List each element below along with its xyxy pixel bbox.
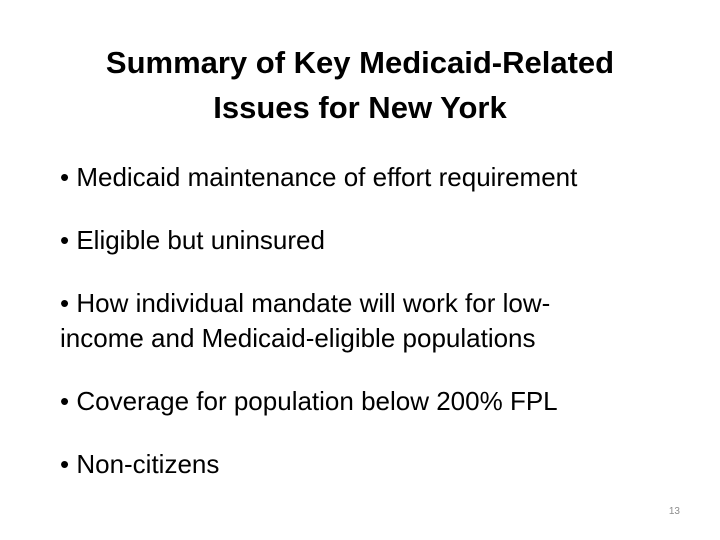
bullet-text-line-2: income and Medicaid-eligible populations [60, 323, 536, 353]
bullet-text: • Eligible but uninsured [60, 225, 325, 255]
bullet-item-eligible-uninsured [60, 223, 680, 258]
bullet-text: • Medicaid maintenance of effort requirement [60, 162, 578, 192]
bullet-list [60, 160, 680, 510]
slide-title-line-1: Summary of Key Medicaid-Related [105, 45, 615, 80]
bullet-item-coverage-below-200-fpl [60, 384, 680, 419]
slide-title [60, 40, 660, 130]
bullet-text: • Coverage for population below 200% FPL [60, 386, 558, 416]
slide-page-number: 13 [668, 506, 680, 517]
bullet-text: • Non-citizens [60, 449, 220, 479]
bullet-item-non-citizens [60, 447, 680, 482]
bullet-item-individual-mandate [60, 286, 680, 356]
slide-title-line-2: Issues for New York [213, 90, 507, 125]
bullet-item-maintenance-of-effort [60, 160, 680, 195]
bullet-text-line-1: • How individual mandate will work for low- [60, 288, 551, 318]
